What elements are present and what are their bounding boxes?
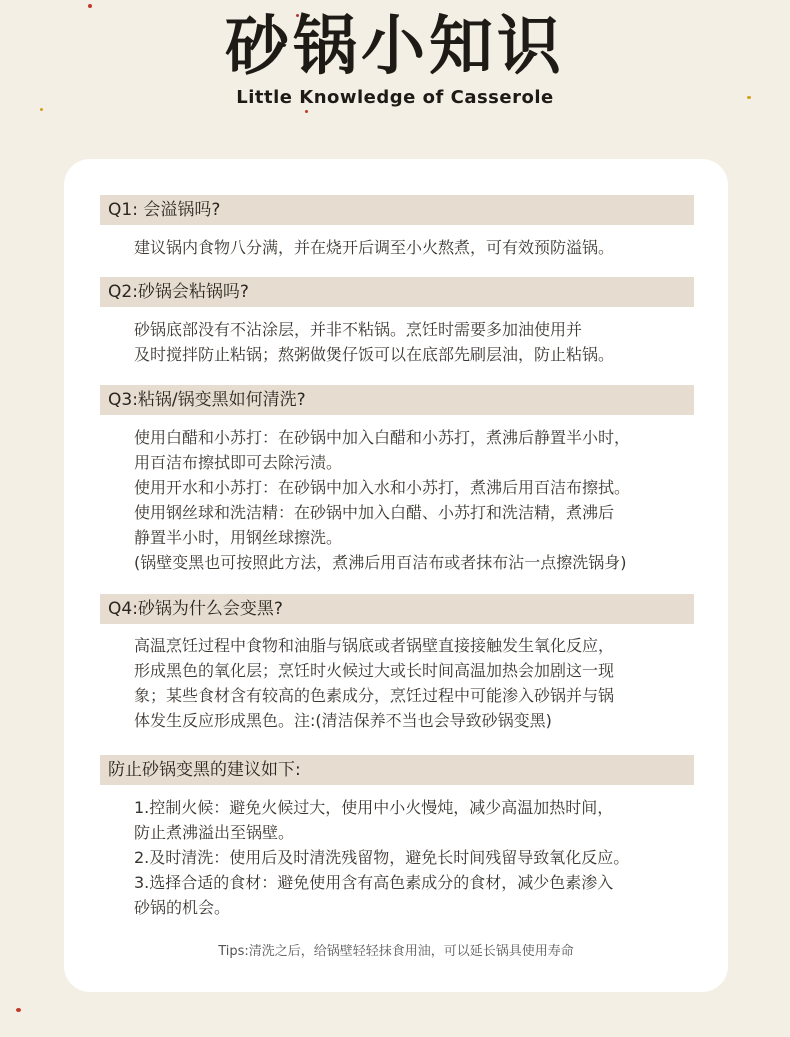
answer-line: 体发生反应形成黑色。注:(清洁保养不当也会导致砂锅变黑) <box>134 711 552 730</box>
section-q4-heading: Q4:砂锅为什么会变黑? <box>100 594 694 624</box>
section-q3-heading: Q3:粘锅/锅变黑如何清洗? <box>100 385 694 415</box>
answer-line: 3.选择合适的食材：避免使用含有高色素成分的食材，减少色素渗入 <box>134 873 614 892</box>
section-tips-answer <box>134 795 724 920</box>
section-q1-heading: Q1: 会溢锅吗? <box>100 195 694 225</box>
answer-line: 2.及时清洗：使用后及时清洗残留物，避免长时间残留导致氧化反应。 <box>134 848 630 867</box>
answer-line: 象；某些食材含有较高的色素成分，烹饪过程中可能渗入砂锅并与锅 <box>134 686 615 705</box>
answer-line: 及时搅拌防止粘锅；熬粥做煲仔饭可以在底部先刷层油，防止粘锅。 <box>134 345 615 364</box>
section-q4-answer <box>134 633 724 733</box>
answer-line: 高温烹饪过程中食物和油脂与锅底或者锅壁直接接触发生氧化反应， <box>134 636 615 655</box>
tips-note: Tips:清洗之后，给锅壁轻轻抹食用油，可以延长锅具使用寿命 <box>218 944 574 959</box>
answer-line: 静置半小时，用钢丝球擦洗。 <box>134 528 343 547</box>
answer-line: 使用开水和小苏打：在砂锅中加入水和小苏打，煮沸后用百洁布擦拭。 <box>134 478 631 497</box>
answer-line: 1.控制火候：避免火候过大，使用中小火慢炖，减少高温加热时间， <box>134 798 614 817</box>
answer-line: 使用白醋和小苏打：在砂锅中加入白醋和小苏打，煮沸后静置半小时， <box>134 428 631 447</box>
answer-line: 砂锅底部没有不沾涂层，并非不粘锅。烹饪时需要多加油使用并 <box>134 320 583 339</box>
section-q3-answer <box>134 425 724 575</box>
answer-line: 形成黑色的氧化层；烹饪时火候过大或长时间高温加热会加剧这一现 <box>134 661 615 680</box>
content-card <box>64 159 728 992</box>
page-title: 砂锅小知识 <box>225 9 565 84</box>
answer-line: 防止煮沸溢出至锅壁。 <box>134 823 295 842</box>
decor-speck <box>16 1008 21 1012</box>
section-q1-answer <box>134 235 724 260</box>
section-q2-heading: Q2:砂锅会粘锅吗? <box>100 277 694 307</box>
answer-line: 砂锅的机会。 <box>134 898 231 917</box>
answer-line: 用百洁布擦拭即可去除污渍。 <box>134 453 343 472</box>
decor-speck <box>305 110 308 113</box>
answer-line: 建议锅内食物八分满，并在烧开后调至小火熬煮，可有效预防溢锅。 <box>134 238 615 257</box>
answer-line: (锅壁变黑也可按照此方法，煮沸后用百洁布或者抹布沾一点擦洗锅身) <box>134 553 627 572</box>
page-subtitle: Little Knowledge of Casserole <box>236 87 554 108</box>
section-q2-answer <box>134 317 724 367</box>
answer-line: 使用钢丝球和洗洁精：在砂锅中加入白醋、小苏打和洗洁精，煮沸后 <box>134 503 615 522</box>
section-tips-heading: 防止砂锅变黑的建议如下: <box>100 755 694 785</box>
